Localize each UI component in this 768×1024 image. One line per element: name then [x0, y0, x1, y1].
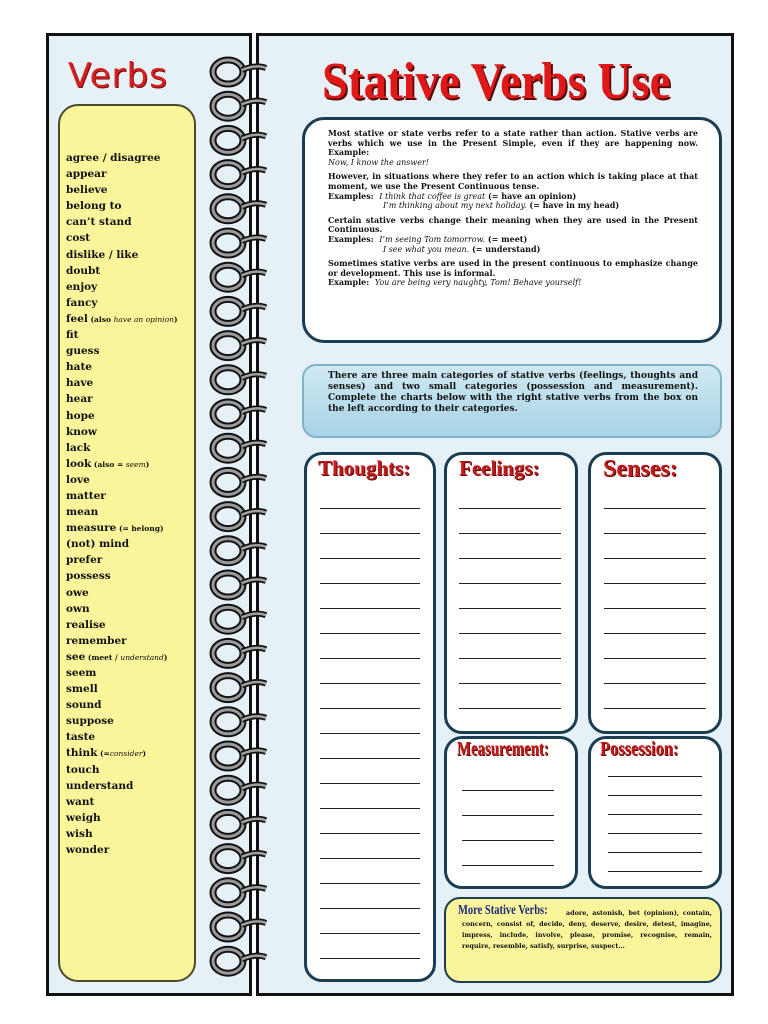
answer-line[interactable]	[459, 708, 561, 709]
verb-word: touch	[66, 763, 100, 776]
spiral-binding-icon	[206, 40, 272, 990]
intro-p2-note-2: (= have in my head)	[529, 200, 620, 211]
intro-p2-note-1: (= have an opinion)	[488, 190, 577, 201]
spiral-ring-icon	[213, 299, 266, 323]
verb-item	[66, 279, 192, 295]
intro-p2-example-2: I’m thinking about my next holiday.	[383, 201, 527, 211]
feelings-title: Feelings:	[459, 456, 540, 480]
intro-p1-example: Now, I know the answer!	[328, 157, 430, 167]
answer-line[interactable]	[462, 840, 554, 841]
verb-word: weigh	[66, 811, 101, 824]
verb-word: owe	[66, 586, 89, 599]
intro-p3-example-2: I see what you mean.	[383, 244, 470, 254]
senses-title: Senses:	[603, 456, 678, 482]
verb-item	[66, 681, 192, 697]
answer-line[interactable]	[320, 808, 420, 809]
answer-line[interactable]	[462, 790, 554, 791]
verb-word: (not) mind	[66, 538, 130, 551]
verb-item	[66, 230, 192, 246]
answer-line[interactable]	[320, 833, 420, 834]
verb-word: smell	[66, 683, 98, 696]
verb-item	[66, 745, 192, 761]
verb-item	[66, 568, 192, 584]
verb-item	[66, 327, 192, 343]
verb-word: seem	[66, 667, 97, 679]
verb-word: doubt	[66, 264, 101, 277]
verb-word: believe	[66, 184, 108, 197]
verb-word: hate	[66, 361, 92, 374]
senses-box	[588, 452, 722, 734]
spiral-ring-icon	[213, 573, 266, 597]
verb-word: wish	[66, 827, 93, 840]
verb-item	[66, 182, 192, 198]
answer-line[interactable]	[608, 795, 702, 796]
answer-line[interactable]	[604, 708, 706, 709]
verb-item	[66, 601, 192, 617]
verb-word: sound	[66, 699, 102, 712]
verb-word: cost	[66, 232, 91, 245]
answer-line[interactable]	[462, 815, 554, 816]
verb-item	[66, 633, 192, 649]
verb-word: fit	[66, 329, 79, 342]
spiral-ring-icon	[213, 368, 266, 392]
verb-item	[66, 810, 192, 826]
verb-item	[66, 826, 192, 842]
verb-item	[66, 311, 192, 327]
verbs-title: Verbs	[68, 56, 168, 96]
verb-item	[66, 842, 192, 858]
answer-line[interactable]	[320, 683, 420, 684]
answer-line[interactable]	[320, 758, 420, 759]
spiral-ring-icon	[213, 949, 266, 973]
answer-line[interactable]	[320, 883, 420, 884]
verb-item	[66, 729, 192, 745]
spiral-ring-icon	[213, 641, 266, 665]
answer-line[interactable]	[320, 558, 420, 559]
verb-word: want	[66, 795, 95, 808]
answer-line[interactable]	[604, 583, 706, 584]
verb-item	[66, 375, 192, 391]
spiral-ring-icon	[213, 163, 266, 187]
answer-line[interactable]	[320, 508, 420, 509]
answer-line[interactable]	[320, 908, 420, 909]
verb-item	[66, 247, 192, 263]
verb-item	[66, 697, 192, 713]
verb-item	[66, 585, 192, 601]
verb-item	[66, 536, 192, 552]
spiral-ring-icon	[213, 265, 266, 289]
verb-word: belong to	[66, 200, 122, 213]
thoughts-box	[304, 452, 436, 982]
verb-item	[66, 166, 192, 182]
verb-note: (=consider)	[97, 749, 147, 759]
intro-p2-label: Examples:	[328, 190, 374, 201]
spiral-ring-icon	[213, 812, 266, 836]
verb-item	[66, 552, 192, 568]
verbs-list	[66, 150, 192, 858]
verb-item	[66, 440, 192, 456]
verb-word: appear	[66, 168, 107, 181]
verb-note: (= belong)	[116, 524, 164, 534]
verb-item	[66, 198, 192, 214]
verb-word: matter	[66, 489, 106, 502]
spiral-ring-icon	[213, 231, 266, 255]
verb-word: fancy	[66, 296, 98, 309]
spiral-ring-icon	[213, 505, 266, 529]
spiral-ring-icon	[213, 847, 266, 871]
verb-word: taste	[66, 731, 96, 744]
answer-line[interactable]	[604, 508, 706, 509]
verb-item	[66, 504, 192, 520]
answer-line[interactable]	[320, 733, 420, 734]
spiral-ring-icon	[213, 676, 266, 700]
verb-item	[66, 391, 192, 407]
verb-word: measure	[66, 522, 117, 535]
verb-word: dislike / like	[66, 248, 139, 261]
verb-note: (also = seem)	[91, 459, 150, 469]
verb-word: understand	[66, 779, 134, 792]
verb-item	[66, 214, 192, 230]
answer-line[interactable]	[459, 508, 561, 509]
intro-p3: Certain stative verbs change their meaning when they are used in the Present Continuous.	[328, 214, 698, 235]
verb-item	[66, 359, 192, 375]
answer-line[interactable]	[320, 958, 420, 959]
answer-line[interactable]	[320, 658, 420, 659]
answer-line[interactable]	[459, 658, 561, 659]
answer-line[interactable]	[608, 814, 702, 815]
spiral-ring-icon	[213, 94, 266, 118]
verb-word: remember	[66, 634, 127, 647]
verb-item	[66, 778, 192, 794]
verb-word: look	[66, 457, 92, 470]
spiral-ring-icon	[213, 470, 266, 494]
spiral-ring-icon	[213, 607, 266, 631]
answer-line[interactable]	[320, 933, 420, 934]
instructions-text: There are three main categories of stative verbs (feelings, thoughts and senses) and two small categories (possession and measurement). Complete the charts below with the right stative verbs from the box on the left according to their categories.	[328, 371, 698, 414]
verb-item	[66, 520, 192, 536]
spiral-ring-icon	[213, 744, 266, 768]
verb-item	[66, 617, 192, 633]
verb-word: own	[66, 602, 90, 615]
answer-line[interactable]	[604, 608, 706, 609]
verb-item	[66, 488, 192, 504]
verb-item	[66, 472, 192, 488]
answer-line[interactable]	[320, 783, 420, 784]
answer-line[interactable]	[320, 583, 420, 584]
intro-p3-note-1: (= meet)	[487, 233, 528, 244]
verb-word: possess	[66, 570, 111, 583]
verb-word: suppose	[66, 715, 114, 728]
verb-word: can’t stand	[66, 216, 132, 229]
verb-item	[66, 649, 192, 665]
answer-line[interactable]	[608, 852, 702, 853]
verb-item	[66, 456, 192, 472]
spiral-ring-icon	[213, 60, 266, 84]
possession-title: Possession:	[600, 738, 679, 760]
answer-line[interactable]	[459, 583, 561, 584]
intro-p3-example-1: I’m seeing Tom tomorrow.	[379, 234, 486, 244]
answer-line[interactable]	[459, 558, 561, 559]
answer-line[interactable]	[459, 608, 561, 609]
answer-line[interactable]	[604, 633, 706, 634]
verb-word: realise	[66, 618, 106, 631]
verb-word: know	[66, 425, 97, 438]
verb-word: see	[66, 650, 86, 663]
answer-line[interactable]	[604, 533, 706, 534]
spiral-ring-icon	[213, 436, 266, 460]
verb-note: (also have an opinion)	[87, 314, 178, 324]
answer-line[interactable]	[608, 871, 702, 872]
verb-item	[66, 713, 192, 729]
verb-word: lack	[66, 441, 91, 454]
spiral-ring-icon	[213, 710, 266, 734]
verb-word: mean	[66, 506, 99, 519]
verb-word: enjoy	[66, 280, 98, 293]
verb-word: agree / disagree	[66, 152, 161, 164]
answer-line[interactable]	[320, 858, 420, 859]
answer-line[interactable]	[604, 658, 706, 659]
verb-item	[66, 295, 192, 311]
answer-line[interactable]	[320, 708, 420, 709]
verb-item	[66, 424, 192, 440]
verb-word: prefer	[66, 554, 103, 567]
intro-text	[328, 129, 698, 293]
verb-item	[66, 408, 192, 424]
spiral-ring-icon	[213, 915, 266, 939]
verb-word: wonder	[66, 844, 110, 857]
spiral-ring-icon	[213, 778, 266, 802]
verb-word: love	[66, 473, 90, 486]
more-verbs-title: More Stative Verbs:	[458, 903, 548, 918]
answer-line[interactable]	[608, 833, 702, 834]
intro-p3-note-2: (= understand)	[471, 243, 541, 254]
verb-word: have	[66, 377, 94, 390]
intro-p4-example: You are being very naughty, Tom! Behave yourself!	[374, 278, 582, 288]
spiral-ring-icon	[213, 334, 266, 358]
answer-line[interactable]	[320, 633, 420, 634]
verb-note: (meet / understand)	[85, 652, 168, 662]
thoughts-title: Thoughts:	[318, 456, 411, 480]
verb-item	[66, 762, 192, 778]
verb-item	[66, 794, 192, 810]
intro-p4-label: Example:	[328, 277, 370, 288]
verb-word: think	[66, 747, 98, 760]
spiral-ring-icon	[213, 197, 266, 221]
answer-line[interactable]	[459, 533, 561, 534]
verb-item	[66, 150, 192, 166]
intro-p2-example-1: I think that coffee is great	[379, 191, 486, 201]
verb-word: guess	[66, 345, 100, 358]
verb-word: hear	[66, 393, 93, 406]
answer-line[interactable]	[320, 608, 420, 609]
measurement-title: Measurement:	[457, 738, 549, 760]
feelings-box	[444, 452, 578, 734]
intro-p4: Sometimes stative verbs are used in the present continuous to emphasize change or development. This use is informal.	[328, 258, 698, 278]
spiral-ring-icon	[213, 881, 266, 905]
verb-item	[66, 343, 192, 359]
intro-p3-label: Examples:	[328, 233, 374, 244]
spiral-ring-icon	[213, 402, 266, 426]
intro-p1: Most stative or state verbs refer to a state rather than action. Stative verbs are verbs which we use in the Present Simple, even if they are happening now. Example:	[328, 128, 698, 158]
answer-line[interactable]	[608, 776, 702, 777]
verb-word: feel	[66, 312, 88, 325]
spiral-ring-icon	[213, 128, 266, 152]
answer-line[interactable]	[459, 683, 561, 684]
verb-item	[66, 263, 192, 279]
answer-line[interactable]	[604, 683, 706, 684]
verb-item	[66, 665, 192, 681]
verb-word: hope	[66, 409, 95, 422]
page-title: Stative Verbs Use	[322, 53, 671, 110]
answer-line[interactable]	[459, 633, 561, 634]
intro-p2: However, in situations where they refer to an action which is taking place at that moment, we use the Present Continuous tense.	[328, 171, 698, 191]
answer-line[interactable]	[462, 865, 554, 866]
answer-line[interactable]	[320, 533, 420, 534]
more-verbs-text: adore, astonish, bet (opinion), contain, concern, consist of, decide, deny, deserve, desire, detest, imagine, impress, include, involve, please, promise, recognise, remain, require, resemble, satisfy, surprise, suspect…	[462, 909, 712, 950]
spiral-ring-icon	[213, 539, 266, 563]
answer-line[interactable]	[604, 558, 706, 559]
